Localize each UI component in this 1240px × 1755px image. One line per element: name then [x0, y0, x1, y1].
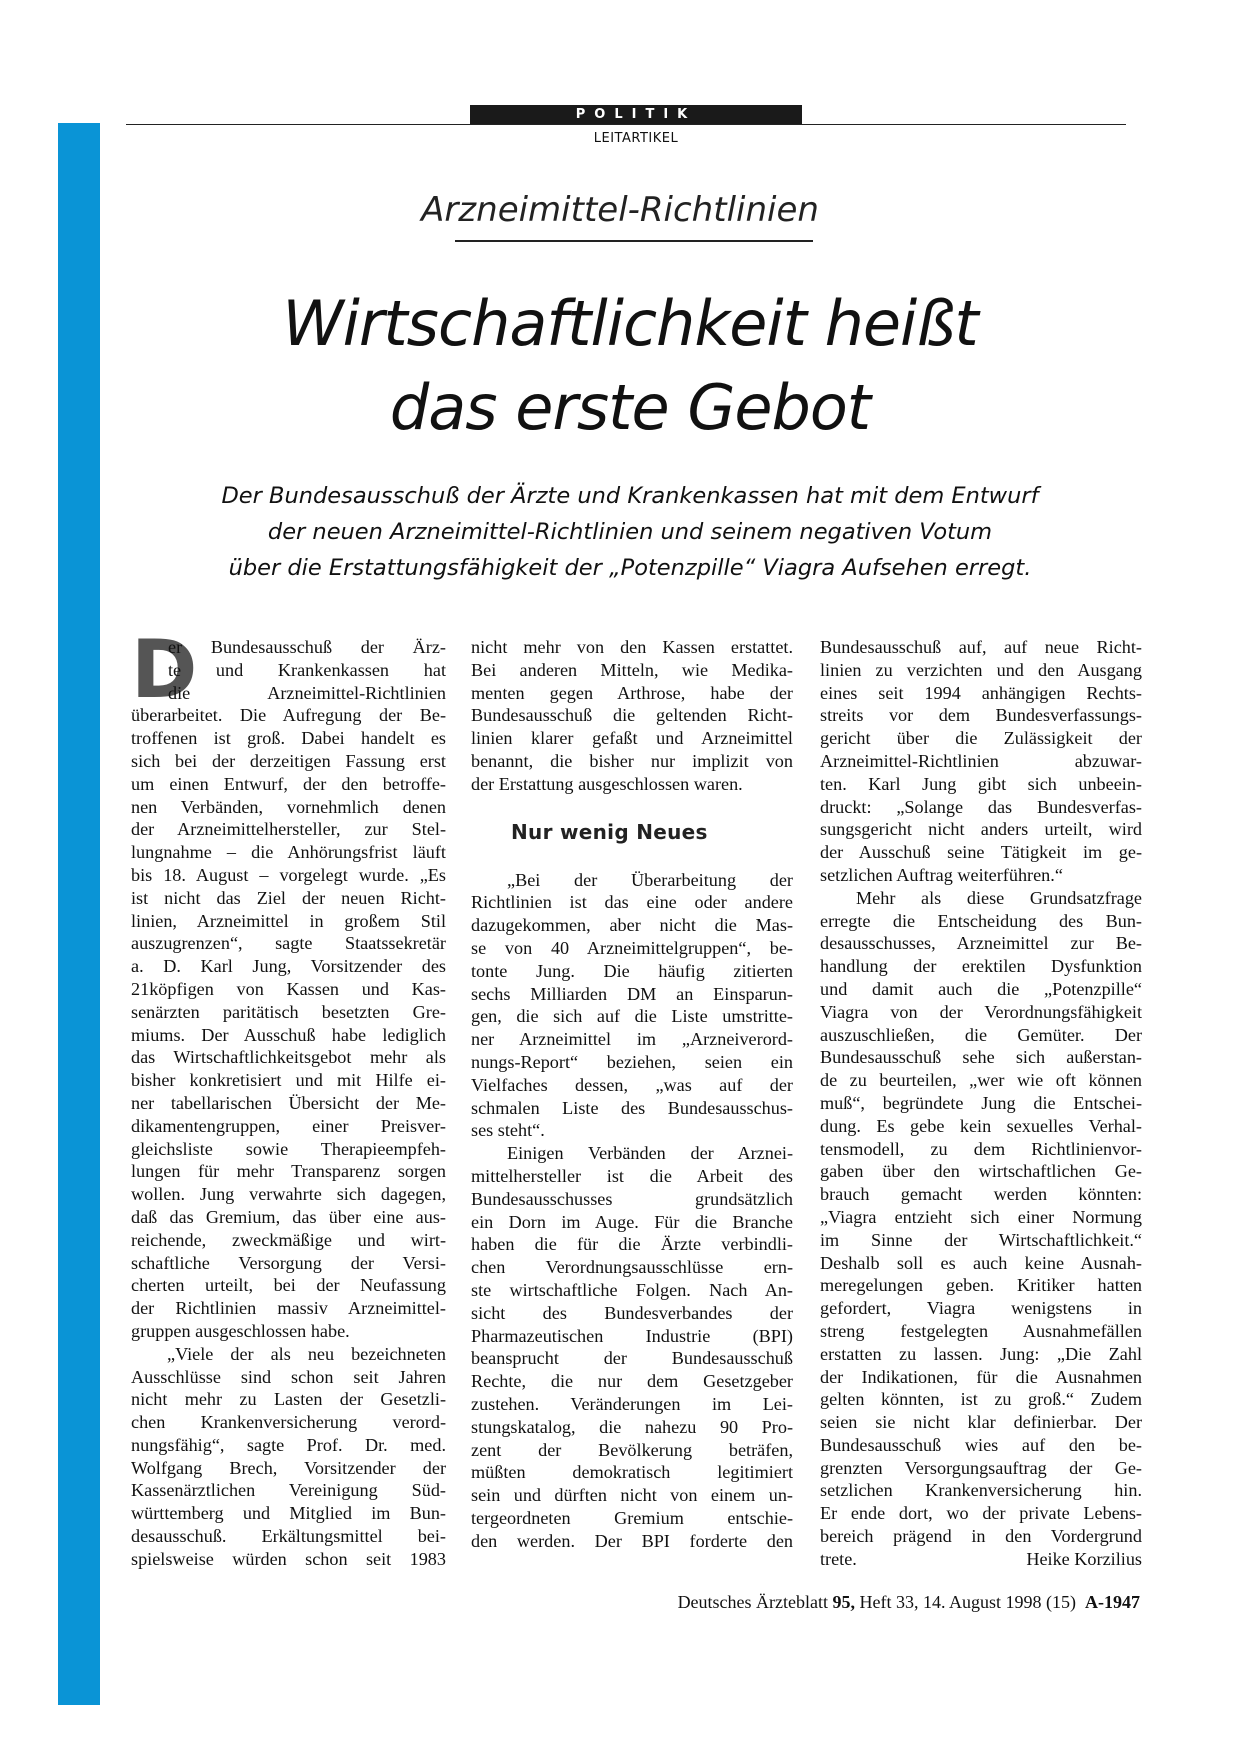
text-line: müßten demokratisch legitimiert	[471, 1462, 793, 1483]
text-line: Deshalb soll es auch keine Ausnah-	[820, 1252, 1142, 1273]
text-line: meregelungen geben. Kritiker hatten	[820, 1275, 1142, 1296]
text-line: sungsgericht nicht anders urteilt, wird	[820, 819, 1142, 840]
text-line: Ausschlüsse sind schon seit Jahren	[131, 1366, 446, 1387]
text-line: de zu beurteilen, „wer wie oft können	[820, 1070, 1142, 1091]
text-line: chen Verordnungsausschlüsse ern-	[471, 1257, 793, 1278]
text-line: das Wirtschaftlichkeitsgebot mehr als	[131, 1047, 446, 1068]
text-line: zent der Bevölkerung beträfen,	[471, 1439, 793, 1460]
text-column-1	[131, 636, 446, 1571]
text-line: lungnahme – die Anhörungsfrist läuft	[131, 842, 446, 863]
text-line: der Erstattung ausgeschlossen waren.	[471, 773, 743, 794]
text-line: dazugekommen, aber nicht die Mas-	[471, 915, 793, 936]
text-line: „Bei der Überarbeitung der	[507, 869, 793, 890]
text-line: Einigen Verbänden der Arznei-	[507, 1143, 793, 1164]
text-line: der Ausschuß seine Tätigkeit im ge-	[820, 842, 1142, 863]
text-line: bereich prägend in den Vordergrund	[820, 1526, 1142, 1547]
text-line: Bundesausschusses grundsätzlich	[471, 1188, 793, 1209]
text-line: Wolfgang Brech, Vorsitzender der	[131, 1457, 446, 1478]
text-line: nicht mehr zu Lasten der Gesetzli-	[131, 1389, 446, 1410]
text-line: streng festgelegten Ausnahmefällen	[820, 1320, 1142, 1341]
text-line: überarbeitet. Die Aufregung der Be-	[131, 705, 446, 726]
text-line: grenzten Versorgungsauftrag der Ge-	[820, 1457, 1142, 1478]
author-signature: Heike Korzilius	[1026, 1548, 1142, 1569]
text-line: lungen für mehr Transparenz sorgen	[131, 1161, 446, 1182]
text-line: a. D. Karl Jung, Vorsitzender des	[131, 956, 446, 977]
text-line: württemberg und Mitglied im Bun-	[131, 1503, 446, 1524]
blue-sidebar-stripe	[58, 123, 100, 1705]
text-line: auszugrenzen“, sagte Staatssekretär	[131, 933, 446, 954]
text-line: sich bei der derzeitigen Fassung erst	[131, 750, 446, 771]
text-line: ist nicht das Ziel der neuen Richt-	[131, 887, 446, 908]
text-line: menten gegen Arthrose, habe der	[471, 682, 793, 703]
deck-line: über die Erstattungsfähigkeit der „Potenzpille“ Viagra Aufsehen erregt.	[228, 555, 1032, 581]
text-line: ste wirtschaftliche Folgen. Nach An-	[471, 1279, 793, 1300]
text-line: Arzneimittel-Richtlinien abzuwar-	[820, 750, 1142, 771]
text-line: Er ende dort, wo der private Lebens-	[820, 1503, 1142, 1524]
text-line: muß“, begründete Jung die Entschei-	[820, 1092, 1142, 1113]
text-line: dung. Es gebe kein sexuelles Verhal-	[820, 1115, 1142, 1136]
text-line: sechs Milliarden DM an Einsparun-	[471, 983, 793, 1004]
text-line: stungskatalog, die nahezu 90 Pro-	[471, 1416, 793, 1437]
text-line: schaftliche Versorgung der Versi-	[131, 1252, 446, 1273]
text-line: Richtlinien ist das eine oder andere	[471, 892, 793, 913]
text-line: gen, die sich auf die Liste umstritte-	[471, 1006, 793, 1027]
text-line: schmalen Liste des Bundesausschus-	[471, 1097, 793, 1118]
text-line: ner Arzneimittel im „Arzneiverord-	[471, 1029, 793, 1050]
text-line: gleichsliste sowie Therapieempfeh-	[131, 1138, 446, 1159]
text-line: tergeordneten Gremium entschie-	[471, 1507, 793, 1528]
text-line: nungsfähig“, sagte Prof. Dr. med.	[131, 1434, 446, 1455]
text-line: zustehen. Veränderungen im Lei-	[471, 1393, 793, 1414]
text-column-3	[820, 636, 1142, 1571]
text-line: setzlichen Krankenversicherung hin.	[820, 1480, 1142, 1501]
headline-line: das erste Gebot	[389, 371, 871, 444]
text-line: im Sinne der Wirtschaftlichkeit.“	[820, 1229, 1142, 1250]
text-line: Pharmazeutischen Industrie (BPI)	[471, 1325, 793, 1346]
text-line: Kassenärztlichen Vereinigung Süd-	[131, 1480, 446, 1501]
subsection-label: LEITARTIKEL	[593, 131, 679, 146]
text-line: Viagra von der Verordnungsfähigkeit	[820, 1001, 1142, 1022]
text-line: auszuschließen, die Gemüter. Der	[820, 1024, 1142, 1045]
text-line: handlung der erektilen Dysfunktion	[820, 956, 1142, 977]
text-line: desausschuß. Erkältungsmittel bei-	[131, 1526, 446, 1547]
text-line: haben die für die Ärzte verbindli-	[471, 1234, 793, 1255]
text-line: sein und dürften nicht von einem un-	[471, 1485, 793, 1506]
text-line: linien zu verzichten und den Ausgang	[820, 659, 1142, 680]
text-line: streits vor dem Bundesverfassungs-	[820, 705, 1142, 726]
text-line: dikamentengruppen, einer Preisver-	[131, 1115, 446, 1136]
text-line: die Arzneimittel-Richtlinien	[168, 682, 446, 703]
text-line: seien sie nicht klar definierbar. Der	[820, 1412, 1142, 1433]
text-line: „Viele der als neu bezeichneten	[167, 1343, 446, 1364]
text-line: ein Dorn im Auge. Für die Branche	[471, 1211, 793, 1232]
text-line: erregte die Entscheidung des Bun-	[820, 910, 1142, 931]
text-line: brauch gemacht werden könnten:	[820, 1184, 1142, 1205]
text-line: senärzten paritätisch besetzten Gre-	[131, 1001, 446, 1022]
text-line: beansprucht der Bundesausschuß	[471, 1348, 793, 1369]
text-line: gaben über den wirtschaftlichen Ge-	[820, 1161, 1142, 1182]
text-line: mittelhersteller ist die Arbeit des	[471, 1165, 793, 1186]
text-line: der Richtlinien massiv Arzneimittel-	[131, 1298, 446, 1319]
article-headline	[130, 282, 1130, 450]
text-line: wollen. Jung verwahrte sich dagegen,	[131, 1184, 446, 1205]
text-line: ner tabellarischen Übersicht der Me-	[131, 1092, 446, 1113]
text-line: setzlichen Auftrag weiterführen.“	[820, 864, 1063, 885]
text-column-2	[471, 636, 793, 1552]
text-line: te und Krankenkassen hat	[168, 659, 446, 680]
subheading: Nur wenig Neues	[511, 819, 708, 844]
text-line: trete. Heike Korzilius	[820, 1548, 1142, 1569]
kicker-underline	[455, 240, 813, 242]
text-line: bisher konkretisiert und mit Hilfe ei-	[131, 1070, 446, 1091]
text-line: Bei anderen Mitteln, wie Medika-	[471, 659, 793, 680]
text-line: bis 18. August – vorgelegt wurde. „Es	[131, 864, 446, 885]
text-line: benannt, die bisher nur implizit von	[471, 750, 793, 771]
text-line: linien klarer gefaßt und Arzneimittel	[471, 728, 793, 749]
text-line: nicht mehr von den Kassen erstattet.	[471, 637, 793, 657]
headline-line: Wirtschaftlichkeit heißt	[282, 287, 978, 360]
article-deck	[130, 478, 1130, 586]
journal-name: Deutsches Ärzteblatt	[677, 1592, 829, 1612]
text-line: gelten könnten, ist zu groß.“ Zudem	[820, 1389, 1142, 1410]
text-line: druckt: „Solange das Bundesverfas-	[820, 796, 1142, 817]
volume-number: 95,	[832, 1592, 856, 1612]
text-line: gruppen ausgeschlossen habe.	[131, 1320, 350, 1341]
text-line: Mehr als diese Grundsatzfrage	[856, 887, 1142, 908]
issue-info: Heft 33, 14. August 1998 (15)	[859, 1592, 1076, 1612]
text-line: der Indikationen, für die Ausnahmen	[820, 1366, 1142, 1387]
text-line: den werden. Der BPI forderte den	[471, 1530, 793, 1551]
text-line: Vielfaches dessen, „was auf der	[471, 1074, 793, 1095]
text-line: se von 40 Arzneimittelgruppen“, be-	[471, 937, 793, 958]
text-line: 21köpfigen von Kassen und Kas-	[131, 978, 446, 999]
page-footer	[600, 1592, 1140, 1613]
text-line: cherten urteilt, bei der Neufassung	[131, 1275, 446, 1296]
text-line: troffenen ist groß. Dabei handelt es	[131, 728, 446, 749]
text-line: chen Krankenversicherung verord-	[131, 1412, 446, 1433]
text-line: Bundesausschuß sehe sich außerstan-	[820, 1047, 1142, 1068]
text-line: nungs-Report“ beziehen, seien ein	[471, 1051, 793, 1072]
article-kicker: Arzneimittel-Richtlinien	[421, 190, 819, 230]
text-line: gefordert, Viagra wenigstens in	[820, 1298, 1142, 1319]
text-line: reichende, zweckmäßige und wirt-	[131, 1229, 446, 1250]
text-line: Bundesausschuß auf, auf neue Richt-	[820, 637, 1142, 657]
text-line: der Arzneimittelhersteller, zur Stel-	[131, 819, 446, 840]
page-number: A-1947	[1085, 1592, 1140, 1612]
text-line: und damit auch die „Potenzpille“	[820, 978, 1142, 999]
text-line: „Viagra entzieht sich einer Normung	[820, 1206, 1142, 1227]
text-line: um einen Entwurf, der den betroffe-	[131, 773, 446, 794]
header-rule	[126, 124, 1126, 125]
text-line: ten. Karl Jung gibt sich unbeein-	[820, 773, 1142, 794]
text-line: desausschusses, Arzneimittel zur Be-	[820, 933, 1142, 954]
text-line: gericht über die Zulässigkeit der	[820, 728, 1142, 749]
section-label: POLITIK	[470, 105, 802, 124]
drop-cap: D	[131, 623, 198, 716]
text-line: Rechte, die nur dem Gesetzgeber	[471, 1371, 793, 1392]
text-line: tensmodell, zu dem Richtlinienvor-	[820, 1138, 1142, 1159]
text-line: spielsweise würden schon seit 1983	[131, 1548, 446, 1569]
text-line: tonte Jung. Die häufig zitierten	[471, 960, 793, 981]
text-line: Bundesausschuß die geltenden Richt-	[471, 705, 793, 726]
text-line: er Bundesausschuß der Ärz-	[168, 637, 446, 657]
text-line: ses steht“.	[471, 1120, 545, 1141]
text-line: eines seit 1994 anhängigen Rechts-	[820, 682, 1142, 703]
text-line: sicht des Bundesverbandes der	[471, 1302, 793, 1323]
text-line: daß das Gremium, das über eine aus-	[131, 1206, 446, 1227]
text-line: erstatten zu lassen. Jung: „Die Zahl	[820, 1343, 1142, 1364]
text-line: miums. Der Ausschuß habe lediglich	[131, 1024, 446, 1045]
deck-line: Der Bundesausschuß der Ärzte und Krankenkassen hat mit dem Entwurf	[221, 483, 1039, 509]
text-line: linien, Arzneimittel in großem Stil	[131, 910, 446, 931]
text-line: nen Verbänden, vornehmlich denen	[131, 796, 446, 817]
text-line: Bundesausschuß wies auf den be-	[820, 1434, 1142, 1455]
deck-line: der neuen Arzneimittel-Richtlinien und seinem negativen Votum	[267, 519, 993, 545]
